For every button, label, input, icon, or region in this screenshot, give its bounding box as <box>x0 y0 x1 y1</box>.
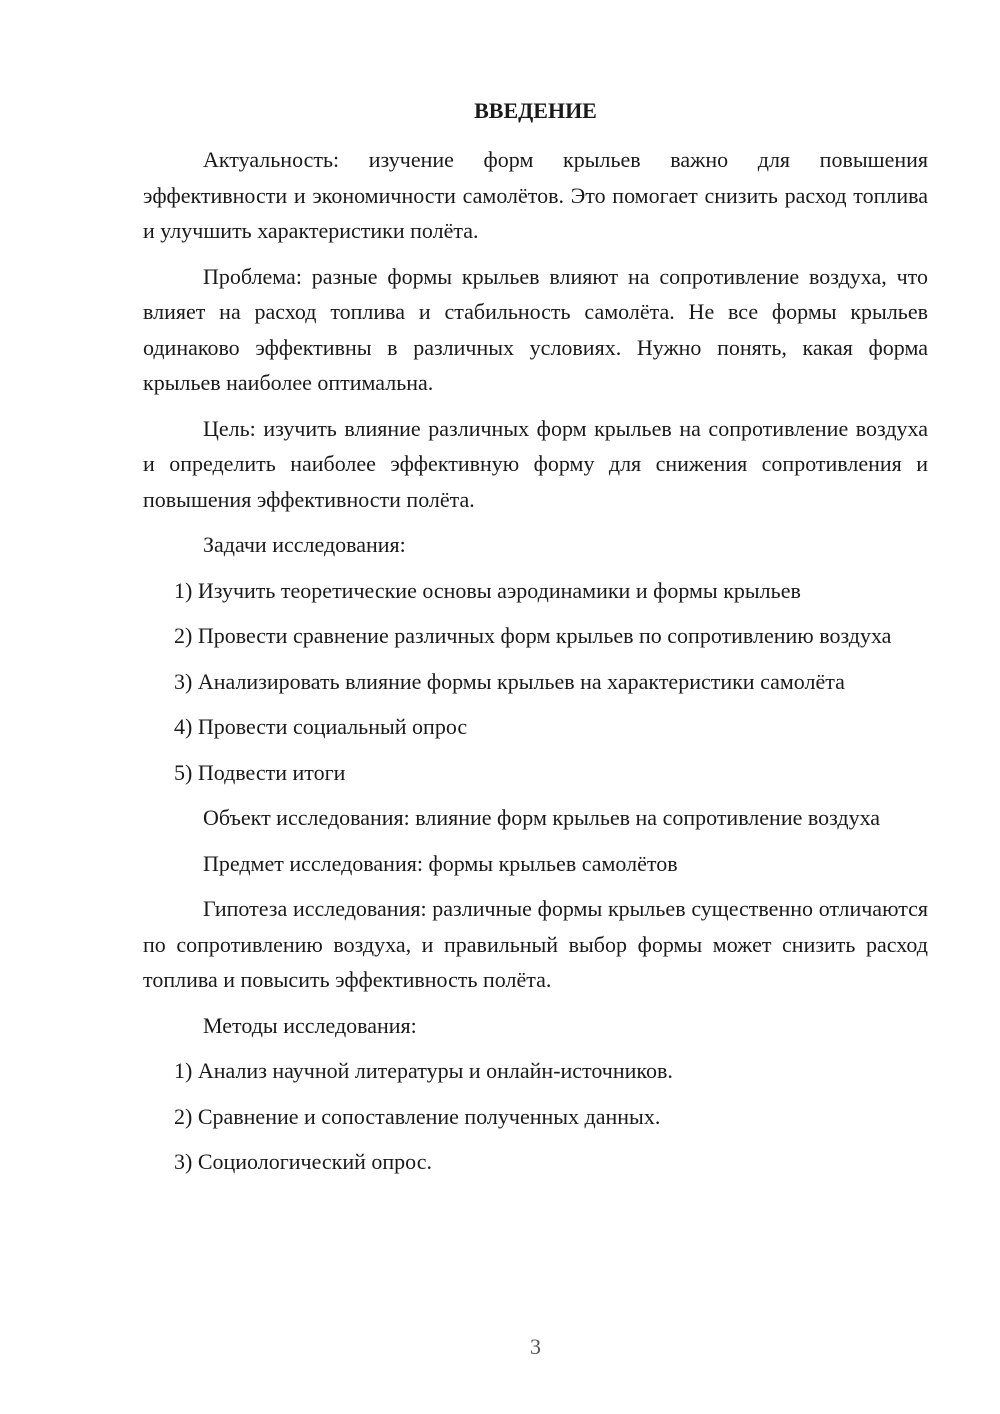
paragraph-relevance: Актуальность: изучение форм крыльев важно для повышения эффективности и экономичности самолётов. Это помогает снизить расход топлива и улучшить характеристики полёта. <box>143 147 928 243</box>
paragraph-problem: Проблема: разные формы крыльев влияют на сопротивление воздуха, что влияет на расход топлива и стабильность самолёта. Не все формы крыльев одинаково эффективны в различных условиях. Нужно понять, какая форма крыльев наиболее оптимальна. <box>143 263 928 395</box>
page-number: 3 <box>530 1334 541 1359</box>
paragraph-methods-heading: Методы исследования: <box>203 1012 417 1038</box>
list-item-method-3: 3) Социологический опрос. <box>174 1149 432 1174</box>
document-body <box>143 142 928 1190</box>
document-page <box>143 0 928 1414</box>
paragraph-object: Объект исследования: влияние форм крыльев на сопротивление воздуха <box>203 805 881 830</box>
paragraph-goal: Цель: изучить влияние различных форм крыльев на сопротивление воздуха и определить наиболее эффективную форму для снижения сопротивления и повышения эффективности полёта. <box>143 415 928 512</box>
list-item-task-2: 2) Провести сравнение различных форм крыльев по сопротивлению воздуха <box>174 623 892 648</box>
paragraph-subject: Предмет исследования: формы крыльев самолётов <box>203 850 678 876</box>
list-item-task-4: 4) Провести социальный опрос <box>174 714 468 739</box>
list-item-task-5: 5) Подвести итоги <box>174 759 346 785</box>
list-item-method-2: 2) Сравнение и сопоставление полученных данных. <box>174 1103 661 1129</box>
page-title: ВВЕДЕНИЕ <box>474 98 597 123</box>
paragraph-tasks-heading: Задачи исследования: <box>203 532 406 557</box>
list-item-method-1: 1) Анализ научной литературы и онлайн-источников. <box>174 1058 673 1083</box>
list-item-task-3: 3) Анализировать влияние формы крыльев на характеристики самолёта <box>174 668 845 694</box>
paragraph-hypothesis: Гипотеза исследования: различные формы крыльев существенно отличаются по сопротивлению воздуха, и правильный выбор формы может снизить расход топлива и повысить эффективность полёта. <box>143 896 928 992</box>
list-item-task-1: 1) Изучить теоретические основы аэродинамики и формы крыльев <box>174 577 801 603</box>
